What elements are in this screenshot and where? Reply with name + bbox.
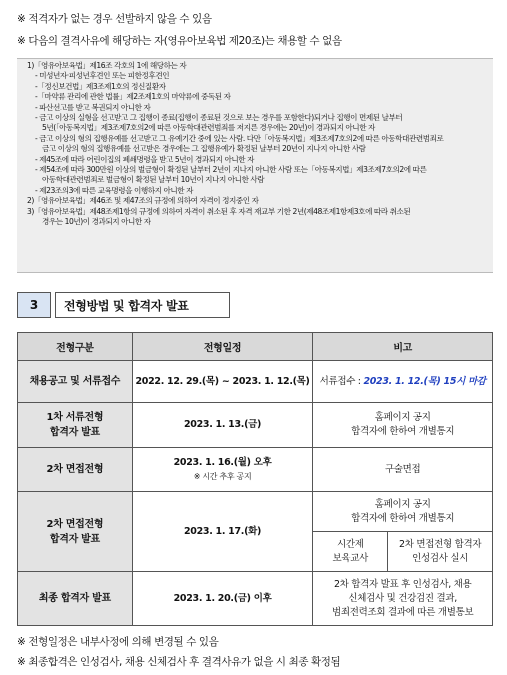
stage-cell: 2차 면접전형 — [18, 448, 133, 492]
table-row — [18, 572, 493, 626]
note-line: 신체검사 및 건강검진 결과, — [348, 592, 457, 604]
disq-item: - 금고 이상의 형의 집행유예를 선고받고 그 유예기간 중에 있는 사람. 다만「아동복지법」제3조제7호의2에 따른 아동학대관련범죄로 — [35, 133, 444, 143]
note-line: 범죄전력조회 결과에 따른 개별통보 — [332, 606, 474, 618]
table-header-row — [18, 333, 493, 361]
date-cell — [132, 448, 313, 492]
header-stage: 전형구분 — [18, 333, 133, 361]
note-cell — [313, 572, 493, 626]
stage-line: 2차 면접전형 — [46, 518, 104, 530]
stage-line: 합격자 발표 — [49, 427, 100, 438]
note-schedule-change: ※ 전형일정은 내부사정에 의해 변경될 수 있음 — [17, 636, 219, 648]
disq-item: 경우는 10년)이 경과되지 아니한 자 — [42, 217, 151, 227]
deadline-text: 2023. 1. 12.(목) 15시 마감 — [363, 375, 486, 387]
header-note: 비고 — [313, 333, 493, 361]
disq-item: - 제23조의3에 따른 교육명령을 이행하지 아니한 자 — [35, 185, 194, 195]
note-line: 인성검사 실시 — [412, 552, 469, 564]
date-subnote: ※ 시간 추후 공지 — [193, 471, 252, 481]
date-cell: 2022. 12. 29.(목) ~ 2023. 1. 12.(목) — [132, 361, 313, 403]
note-line: 2차 합격자 발표 후 인성검사, 채용 — [333, 578, 472, 590]
stage-cell: 최종 합격자 발표 — [18, 572, 133, 626]
note-cell — [313, 361, 493, 403]
section-title: 전형방법 및 합격자 발표 — [55, 292, 230, 318]
date-cell: 2023. 1. 13.(금) — [132, 403, 313, 448]
note-line: 홈페이지 공지 — [374, 498, 431, 510]
note-label: 서류접수 : — [319, 375, 364, 387]
disq-item: - 제54조에 따라 300만원 이상의 벌금형이 확정된 날부터 2년이 지나지 아니한 사람 또는「아동복지법」제3조제7호의2에 따른 — [35, 165, 427, 175]
header-date: 전형일정 — [132, 333, 313, 361]
stage-line: 1차 서류전형 — [46, 412, 104, 423]
schedule-table — [17, 332, 493, 626]
disq-item: 아동학대관련범죄로 벌금형이 확정된 날부터 10년이 지나지 아니한 사람 — [42, 175, 265, 185]
note-cell: 구술면접 — [313, 448, 493, 492]
disq-item: 금고 이상의 형의 집행유예를 선고받은 경우에는 그 집행유예가 확정된 날부터 20년이 지나지 아니한 사람 — [42, 144, 366, 154]
disq-item: 1)「영유아보육법」제16조 각호의 1에 해당하는 자 — [27, 61, 187, 70]
stage-cell: 채용공고 및 서류접수 — [18, 361, 133, 403]
note-line: 2차 면접전형 합격자 — [399, 538, 482, 550]
note-cell — [313, 403, 493, 448]
date-cell: 2023. 1. 20.(금) 이후 — [132, 572, 313, 626]
date-line: 2023. 1. 16.(월) 오후 — [173, 456, 272, 468]
table-row — [18, 361, 493, 403]
note-final-confirm: ※ 최종합격은 인성검사, 채용 신체검사 후 결격사유가 없을 시 최종 확정됨 — [17, 656, 341, 668]
note-no-qualified: ※ 적격자가 없는 경우 선발하지 않을 수 있음 — [17, 13, 212, 25]
note-disqualification: ※ 다음의 결격사유에 해당하는 자(영유아보육법 제20조)는 채용할 수 없음 — [17, 35, 342, 47]
note-line: 시간제 — [336, 538, 364, 550]
section-number: 3 — [17, 292, 51, 318]
disq-item: 3)「영유아보육법」제48조제1항의 규정에 의하여 자격이 취소된 후 자격 재교부 기한 2년(제48조제1항제3호에 따라 취소된 — [27, 206, 411, 216]
disq-item: -「정신보건법」제3조제1호의 정신질환자 — [35, 81, 166, 91]
note-cell — [313, 492, 493, 532]
disqualification-box — [17, 58, 493, 273]
note-line: 합격자에 한하여 개별통지 — [351, 426, 455, 437]
note-line: 합격자에 한하여 개별통지 — [351, 512, 455, 524]
disq-item: - 금고 이상의 실형을 선고받고 그 집행이 종료(집행이 종료된 것으로 보는 경우를 포함한다)되거나 집행이 면제된 날부터 — [35, 113, 403, 123]
date-cell: 2023. 1. 17.(화) — [132, 492, 313, 572]
stage-cell — [18, 403, 133, 448]
disq-item: - 미성년자·피성년후견인 또는 피한정후견인 — [35, 71, 170, 81]
sub-note-right — [388, 532, 493, 572]
disq-item: - 파산선고를 받고 복권되지 아니한 자 — [35, 102, 151, 112]
sub-note-left — [313, 532, 388, 572]
disq-item: 2)「영유아보육법」제46조 및 제47조의 규정에 의하여 자격이 정지중인 자 — [27, 196, 259, 206]
stage-cell — [18, 492, 133, 572]
table-row — [18, 492, 493, 532]
table-row — [18, 403, 493, 448]
disq-item: 5년(「아동복지법」제3조제7호의2에 따른 아동학대관련범죄를 저지른 경우에는 20년)이 경과되지 아니한 자 — [42, 123, 375, 133]
disq-item: -「마약류 관리에 관한 법률」제2조제1호의 마약류에 중독된 자 — [35, 92, 231, 102]
stage-line: 합격자 발표 — [49, 533, 100, 545]
note-line: 홈페이지 공지 — [374, 412, 431, 423]
table-row — [18, 448, 493, 492]
disq-item: - 제45조에 따라 어린이집의 폐쇄명령을 받고 5년이 경과되지 아니한 자 — [35, 154, 255, 164]
note-line: 보육교사 — [332, 552, 369, 564]
